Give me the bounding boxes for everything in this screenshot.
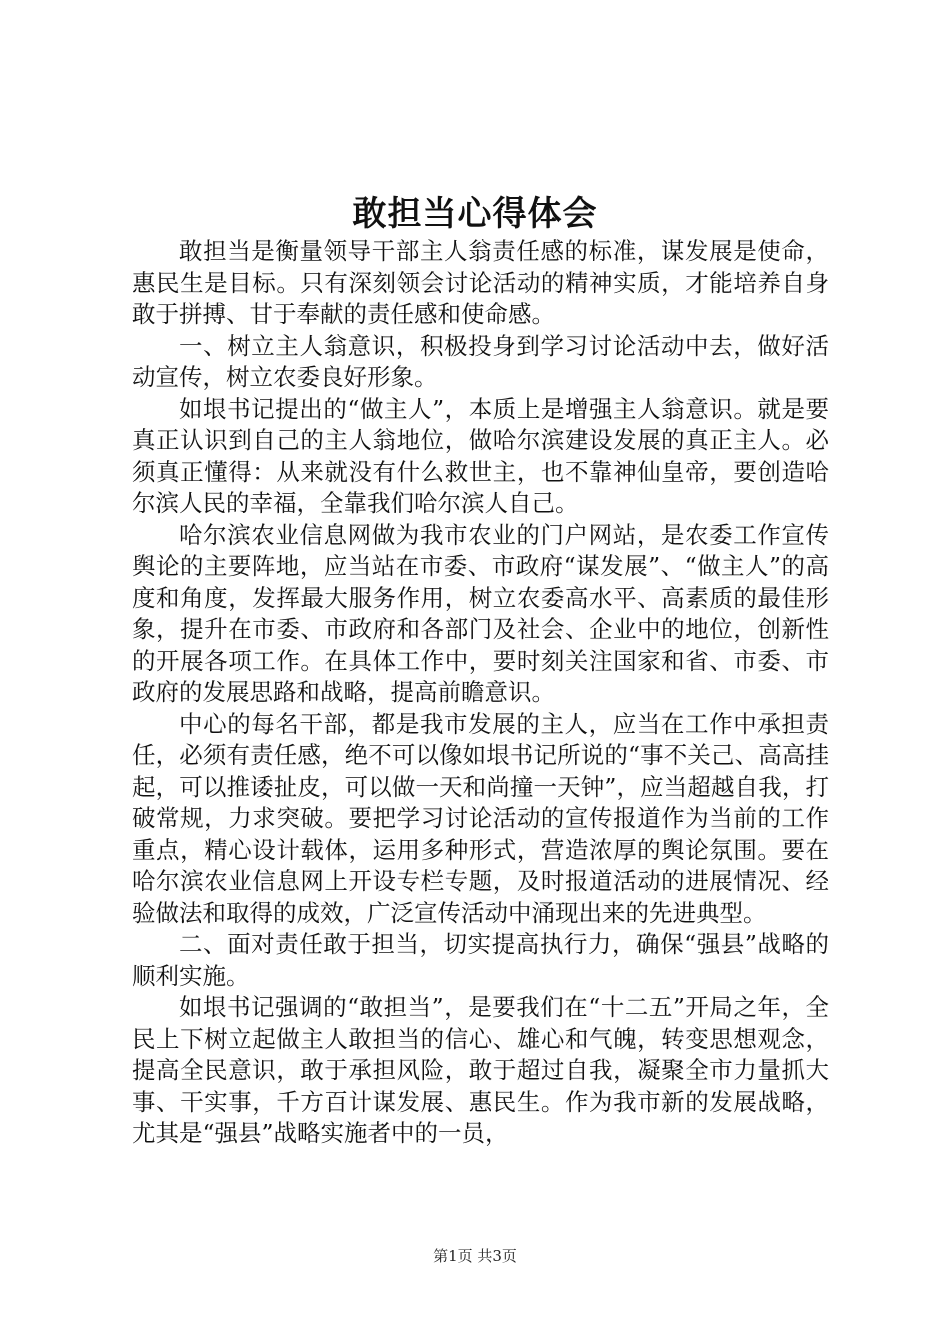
page-number-footer: 第1页 共3页 [433,1247,517,1265]
paragraph-4: 哈尔滨农业信息网做为我市农业的门户网站，是农委工作宣传舆论的主要阵地，应当站在市委、市政府“谋发展”、“做主人”的高度和角度，发挥最大服务作用，树立农委高水平、高素质的最佳形象，提升在市委、市政府和各部门及社会、企业中的地位，创新性的开展各项工作。在具体工作中，要时刻关注国家和省、市委、市政府的发展思路和战略，提高前瞻意识。 [132,520,829,706]
paragraph-3: 如垠书记提出的“做主人”，本质上是增强主人翁意识。就是要真正认识到自己的主人翁地位，做哈尔滨建设发展的真正主人。必须真正懂得：从来就没有什么救世主，也不靠神仙皇帝，要创造哈尔滨人民的幸福，全靠我们哈尔滨人自己。 [132,394,829,517]
document-title: 敢担当心得体会 [352,194,598,234]
paragraph-1: 敢担当是衡量领导干部主人翁责任感的标准，谋发展是使命，惠民生是目标。只有深刻领会讨论活动的精神实质，才能培养自身敢于拼搏、甘于奉献的责任感和使命感。 [132,237,829,328]
paragraph-2: 一、树立主人翁意识，积极投身到学习讨论活动中去，做好活动宣传，树立农委良好形象。 [132,331,829,391]
paragraph-7: 如垠书记强调的“敢担当”，是要我们在“十二五”开局之年，全民上下树立起做主人敢担当的信心、雄心和气魄，转变思想观念，提高全民意识，敢于承担风险，敢于超过自我，凝聚全市力量抓大事、干实事，千方百计谋发展、惠民生。作为我市新的发展战略，尤其是“强县”战略实施者中的一员， [132,993,829,1147]
document-body [132,236,829,1150]
paragraph-5: 中心的每名干部，都是我市发展的主人，应当在工作中承担责任，必须有责任感，绝不可以像如垠书记所说的“事不关己、高高挂起，可以推诿扯皮，可以做一天和尚撞一天钟”，应当超越自我，打破常规，力求突破。要把学习讨论活动的宣传报道作为当前的工作重点，精心设计载体，运用多种形式，营造浓厚的舆论氛围。要在哈尔滨农业信息网上开设专栏专题，及时报道活动的进展情况、经验做法和取得的成效，广泛宣传活动中涌现出来的先进典型。 [132,709,829,927]
paragraph-6: 二、面对责任敢于担当，切实提高执行力，确保“强县”战略的顺利实施。 [132,930,829,990]
